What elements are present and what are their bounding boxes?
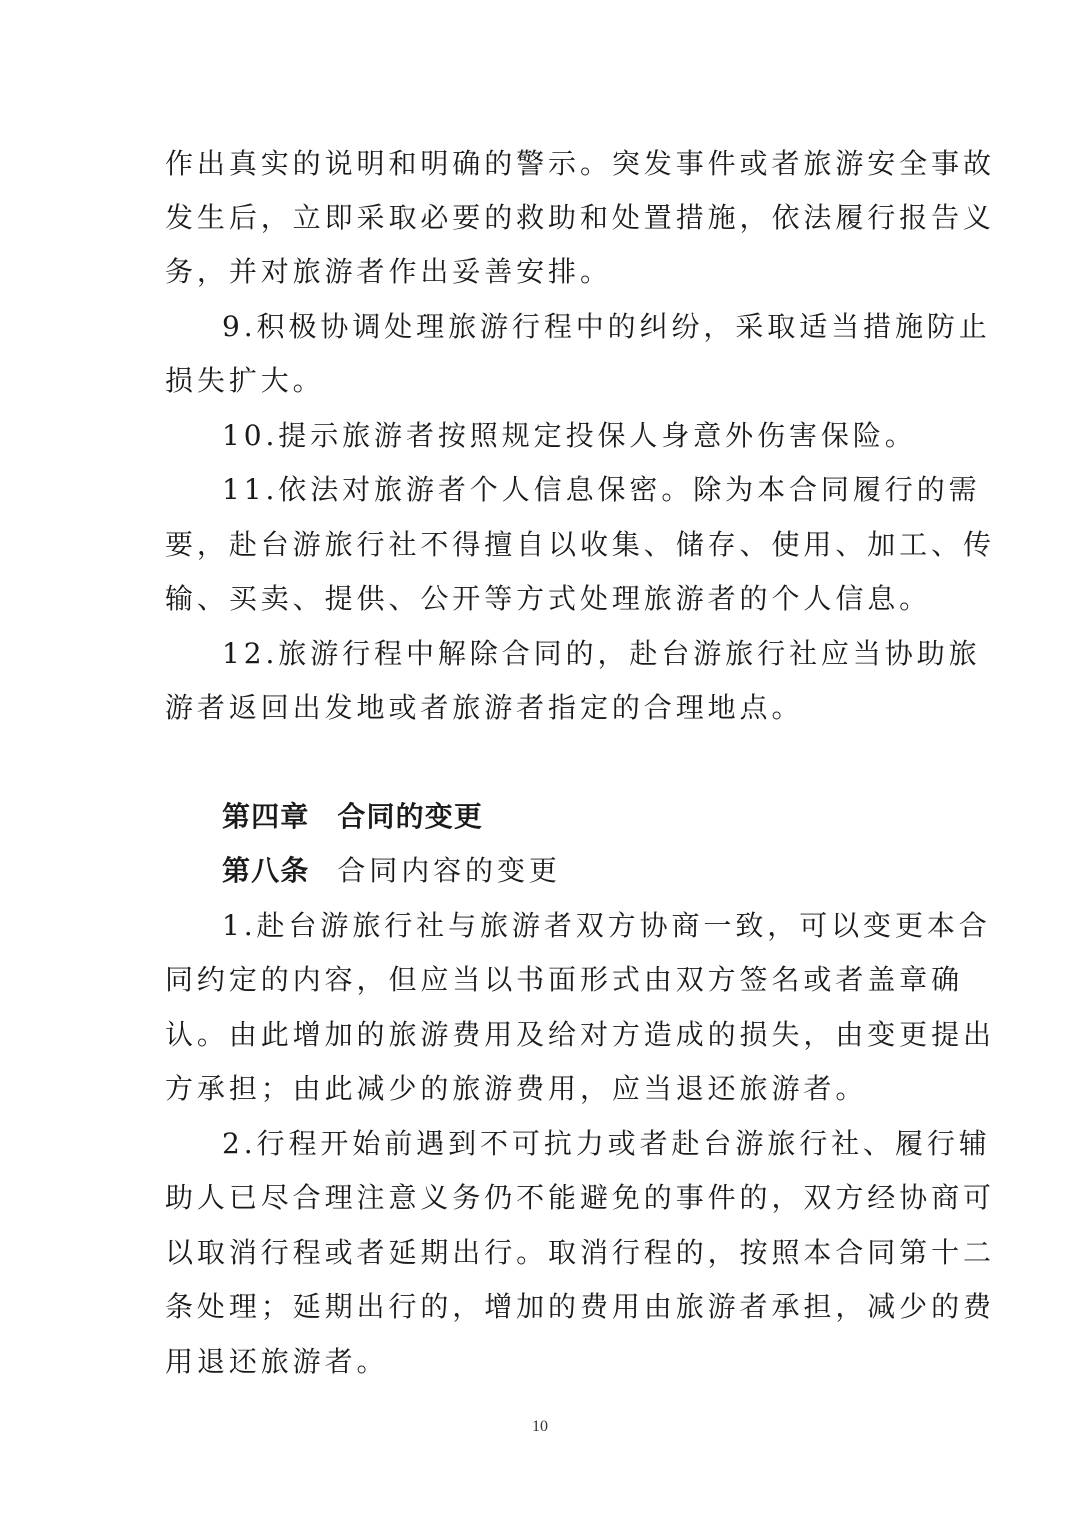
chapter-label: 第四章 bbox=[222, 800, 310, 833]
text-line: 12.旅游行程中解除合同的，赴台游旅行社应当协助旅 bbox=[222, 637, 981, 670]
text-line: 条处理；延期出行的，增加的费用由旅游者承担，减少的费 bbox=[165, 1290, 995, 1323]
chapter-heading bbox=[222, 797, 483, 837]
text-line: 10.提示旅游者按照规定投保人身意外伤害保险。 bbox=[222, 419, 917, 452]
text-line: 游者返回出发地或者旅游者指定的合理地点。 bbox=[165, 691, 804, 724]
text-line: 务，并对旅游者作出妥善安排。 bbox=[165, 255, 612, 288]
chapter-title: 合同的变更 bbox=[337, 800, 483, 833]
text-line: 1.赴台游旅行社与旅游者双方协商一致，可以变更本合 bbox=[222, 909, 991, 942]
text-line: 2.行程开始前遇到不可抗力或者赴台游旅行社、履行辅 bbox=[222, 1127, 991, 1160]
text-line: 要，赴台游旅行社不得擅自以收集、储存、使用、加工、传 bbox=[165, 528, 995, 561]
article-title: 合同内容的变更 bbox=[337, 854, 561, 887]
text-line: 认。由此增加的旅游费用及给对方造成的损失，由变更提出 bbox=[165, 1018, 995, 1051]
text-line: 用退还旅游者。 bbox=[165, 1345, 389, 1378]
text-line: 输、买卖、提供、公开等方式处理旅游者的个人信息。 bbox=[165, 582, 932, 615]
text-line: 以取消行程或者延期出行。取消行程的，按照本合同第十二 bbox=[165, 1236, 995, 1269]
article-heading bbox=[222, 851, 561, 891]
text-line: 11.依法对旅游者个人信息保密。除为本合同履行的需 bbox=[222, 473, 981, 506]
text-line: 发生后，立即采取必要的救助和处置措施，依法履行报告义 bbox=[165, 201, 995, 234]
article-label: 第八条 bbox=[222, 854, 310, 887]
text-line: 9.积极协调处理旅游行程中的纠纷，采取适当措施防止 bbox=[222, 310, 991, 343]
text-line: 助人已尽合理注意义务仍不能避免的事件的，双方经协商可 bbox=[165, 1181, 995, 1214]
text-line: 同约定的内容，但应当以书面形式由双方签名或者盖章确 bbox=[165, 963, 964, 996]
text-line: 损失扩大。 bbox=[165, 364, 325, 397]
text-line: 方承担；由此减少的旅游费用，应当退还旅游者。 bbox=[165, 1072, 868, 1105]
text-line: 作出真实的说明和明确的警示。突发事件或者旅游安全事故 bbox=[165, 147, 995, 180]
page-number: 10 bbox=[532, 1418, 548, 1435]
